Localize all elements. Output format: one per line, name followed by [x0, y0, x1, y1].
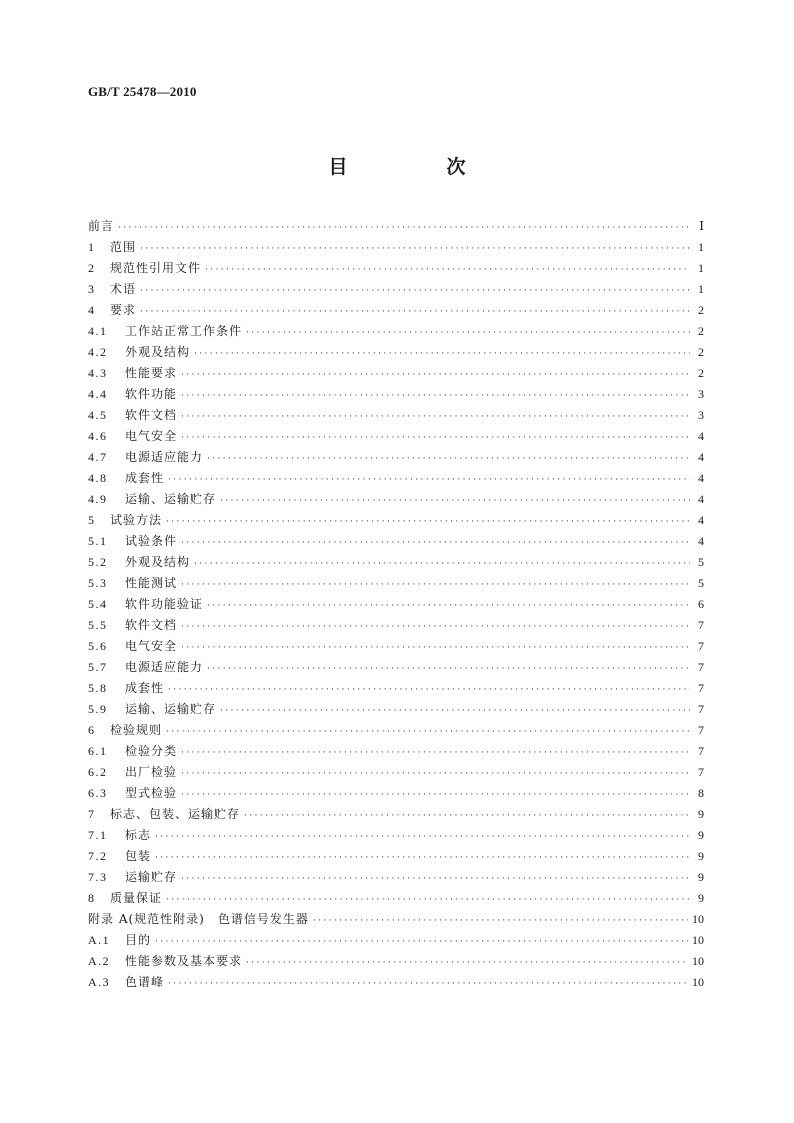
dot-leader [313, 911, 688, 932]
toc-entry-number: A.2 [88, 954, 111, 968]
toc-entry-page-number: 4 [698, 429, 704, 443]
toc-entry-title: 性能测试 [125, 576, 178, 590]
toc-entry-title: 色谱峰 [125, 975, 165, 989]
toc-entry-number: 5.8 [88, 681, 108, 695]
toc-entry[interactable] [88, 321, 704, 342]
toc-entry-number: 5.3 [88, 576, 108, 590]
toc-entry-number: 5.6 [88, 639, 108, 653]
dot-leader [181, 407, 690, 428]
dot-leader [246, 953, 688, 974]
dot-leader [220, 701, 690, 722]
toc-entry-number: 7.2 [88, 849, 108, 863]
toc-entry-page-number: 7 [698, 744, 704, 758]
toc-entry[interactable] [88, 636, 704, 657]
toc-entry-number: 4.1 [88, 324, 108, 338]
dot-leader [181, 617, 690, 638]
dot-leader [166, 722, 690, 743]
dot-leader [181, 533, 690, 554]
toc-entry-title: 出厂检验 [125, 765, 178, 779]
toc-entry-number: 6.3 [88, 786, 108, 800]
toc-entry-title: 软件功能 [125, 387, 178, 401]
toc-entry-page-number: 7 [698, 660, 704, 674]
toc-entry-title: 检验规则 [110, 723, 163, 737]
dot-leader [166, 512, 690, 533]
toc-entry-page-number: 9 [698, 807, 704, 821]
toc-entry-title: 工作站正常工作条件 [125, 324, 243, 338]
toc-entry-title: 标志 [125, 828, 152, 842]
toc-entry-page-number: 7 [698, 618, 704, 632]
toc-entry[interactable] [88, 237, 704, 258]
toc-entry-title: 规范性引用文件 [110, 261, 202, 275]
dot-leader [181, 365, 690, 386]
toc-entry[interactable] [88, 279, 704, 300]
toc-entry[interactable] [88, 384, 704, 405]
dot-leader [220, 491, 690, 512]
toc-entry[interactable] [88, 804, 704, 825]
toc-entry[interactable] [88, 216, 704, 237]
toc-entry-page-number: 10 [692, 954, 704, 968]
dot-leader [181, 764, 690, 785]
toc-entry-number: 4.9 [88, 492, 108, 506]
toc-entry-title: 运输、运输贮存 [125, 492, 217, 506]
toc-entry-title: 质量保证 [110, 891, 163, 905]
toc-entry-page-number: 9 [698, 849, 704, 863]
toc-entry-page-number: 9 [698, 828, 704, 842]
toc-entry-page-number: 5 [698, 555, 704, 569]
dot-leader [181, 785, 690, 806]
toc-entry[interactable] [88, 930, 704, 951]
toc-entry-page-number: 4 [698, 534, 704, 548]
toc-entry-number: 4.5 [88, 408, 108, 422]
dot-leader [194, 344, 690, 365]
toc-entry[interactable] [88, 741, 704, 762]
toc-entry-page-number: 7 [698, 681, 704, 695]
toc-entry-title: 试验方法 [110, 513, 163, 527]
dot-leader [155, 932, 688, 953]
toc-entry[interactable] [88, 846, 704, 867]
toc-entry[interactable] [88, 699, 704, 720]
toc-entry-title: 目的 [125, 933, 152, 947]
toc-entry-number: 4.6 [88, 429, 108, 443]
toc-entry[interactable] [88, 951, 704, 972]
toc-entry[interactable] [88, 447, 704, 468]
toc-entry[interactable] [88, 342, 704, 363]
toc-entry-title: 性能参数及基本要求 [125, 954, 243, 968]
toc-entry[interactable] [88, 657, 704, 678]
toc-entry[interactable] [88, 510, 704, 531]
toc-entry-number: 8 [88, 891, 96, 905]
toc-entry-title: 检验分类 [125, 744, 178, 758]
toc-entry[interactable] [88, 972, 704, 993]
toc-entry[interactable] [88, 762, 704, 783]
toc-entry[interactable] [88, 258, 704, 279]
toc-entry[interactable] [88, 552, 704, 573]
toc-entry-page-number: 10 [692, 933, 704, 947]
toc-entry-title: 电气安全 [125, 639, 178, 653]
toc-entry-number: 4.3 [88, 366, 108, 380]
toc-entry[interactable] [88, 300, 704, 321]
dot-leader [168, 680, 690, 701]
toc-entry[interactable] [88, 405, 704, 426]
toc-entry-page-number: 7 [698, 723, 704, 737]
dot-leader [194, 554, 690, 575]
toc-entry-title: 外观及结构 [125, 345, 191, 359]
toc-entry[interactable] [88, 468, 704, 489]
toc-entry-number: 4.8 [88, 471, 108, 485]
page-title: 目 次 [328, 156, 506, 178]
toc-entry-page-number: 4 [698, 492, 704, 506]
toc-entry-page-number: 7 [698, 639, 704, 653]
toc-entry-page-number: 1 [698, 261, 704, 275]
dot-leader [166, 890, 690, 911]
dot-leader [140, 281, 690, 302]
toc-entry-page-number: 4 [698, 471, 704, 485]
toc-entry-page-number: 9 [698, 870, 704, 884]
toc-entry-title: 运输贮存 [125, 870, 178, 884]
toc-entry[interactable] [88, 426, 704, 447]
dot-leader [118, 218, 690, 239]
toc-entry-page-number: 2 [698, 303, 704, 317]
toc-entry-title: 运输、运输贮存 [125, 702, 217, 716]
toc-entry[interactable] [88, 909, 704, 930]
toc-entry-title: 性能要求 [125, 366, 178, 380]
toc-entry-page-number: 10 [692, 975, 704, 989]
toc-entry[interactable] [88, 678, 704, 699]
toc-entry-title: 试验条件 [125, 534, 178, 548]
toc-entry-title: 标志、包装、运输贮存 [110, 807, 241, 821]
dot-leader [181, 743, 690, 764]
toc-entry-title: 软件功能验证 [125, 597, 204, 611]
toc-entry-page-number: 2 [698, 324, 704, 338]
dot-leader [168, 974, 688, 995]
dot-leader [181, 386, 690, 407]
dot-leader [140, 239, 690, 260]
toc-entry-page-number: Ⅰ [699, 219, 704, 233]
toc-entry-title: 术语 [110, 282, 137, 296]
dot-leader [155, 827, 690, 848]
dot-leader [244, 806, 690, 827]
toc-entry-title: 型式检验 [125, 786, 178, 800]
toc-entry-number: 2 [88, 261, 96, 275]
dot-leader [207, 449, 690, 470]
toc-entry-number: 4.2 [88, 345, 108, 359]
toc-entry-page-number: 1 [698, 282, 704, 296]
toc-entry-page-number: 7 [698, 702, 704, 716]
dot-leader [246, 323, 690, 344]
toc-entry-page-number: 4 [698, 450, 704, 464]
toc-entry-title: 软件文档 [125, 408, 178, 422]
toc-entry[interactable] [88, 888, 704, 909]
toc-entry-page-number: 4 [698, 513, 704, 527]
dot-leader [168, 470, 690, 491]
toc-entry-title: 电源适应能力 [125, 660, 204, 674]
toc-entry-page-number: 3 [698, 408, 704, 422]
toc-entry-number: 7 [88, 807, 96, 821]
toc-entry[interactable] [88, 720, 704, 741]
toc-entry-number: 7.1 [88, 828, 108, 842]
table-of-contents [88, 216, 704, 993]
dot-leader [140, 302, 690, 323]
toc-entry-number: A.3 [88, 975, 111, 989]
toc-entry-title: 要求 [110, 303, 137, 317]
toc-entry-title: 电气安全 [125, 429, 178, 443]
dot-leader [155, 848, 690, 869]
toc-entry-page-number: 1 [698, 240, 704, 254]
toc-entry-page-number: 3 [698, 387, 704, 401]
toc-entry-number: A.1 [88, 933, 111, 947]
toc-entry-page-number: 8 [698, 786, 704, 800]
dot-leader [207, 596, 690, 617]
toc-entry-title: 成套性 [125, 681, 165, 695]
toc-entry-title: 附录 A(规范性附录) 色谱信号发生器 [88, 912, 309, 926]
toc-entry-page-number: 10 [692, 912, 704, 926]
toc-entry[interactable] [88, 531, 704, 552]
toc-entry-number: 5.4 [88, 597, 108, 611]
dot-leader [181, 575, 690, 596]
toc-entry-number: 1 [88, 240, 96, 254]
toc-entry[interactable] [88, 363, 704, 384]
toc-entry-number: 4.4 [88, 387, 108, 401]
toc-entry[interactable] [88, 783, 704, 804]
toc-entry-page-number: 9 [698, 891, 704, 905]
toc-entry-number: 5.2 [88, 555, 108, 569]
dot-leader [205, 260, 690, 281]
toc-entry[interactable] [88, 573, 704, 594]
toc-entry-page-number: 2 [698, 366, 704, 380]
dot-leader [207, 659, 690, 680]
standard-code: GB/T 25478—2010 [88, 84, 197, 99]
toc-entry-title: 成套性 [125, 471, 165, 485]
toc-entry-number: 6 [88, 723, 96, 737]
toc-entry-number: 6.2 [88, 765, 108, 779]
toc-entry-title: 包装 [125, 849, 152, 863]
toc-entry-number: 6.1 [88, 744, 108, 758]
toc-entry[interactable] [88, 867, 704, 888]
toc-entry-page-number: 6 [698, 597, 704, 611]
dot-leader [181, 638, 690, 659]
toc-entry-number: 5.1 [88, 534, 108, 548]
toc-entry-title: 电源适应能力 [125, 450, 204, 464]
toc-entry[interactable] [88, 594, 704, 615]
toc-entry[interactable] [88, 489, 704, 510]
toc-entry-title: 范围 [110, 240, 137, 254]
dot-leader [181, 869, 690, 890]
toc-entry-number: 3 [88, 282, 96, 296]
toc-entry-title: 前言 [88, 219, 115, 233]
dot-leader [181, 428, 690, 449]
toc-entry-number: 5 [88, 513, 96, 527]
toc-entry-number: 5.5 [88, 618, 108, 632]
toc-entry-number: 4.7 [88, 450, 108, 464]
toc-entry-page-number: 2 [698, 345, 704, 359]
toc-entry-number: 4 [88, 303, 96, 317]
toc-entry-title: 软件文档 [125, 618, 178, 632]
toc-entry[interactable] [88, 825, 704, 846]
toc-entry-number: 5.7 [88, 660, 108, 674]
toc-entry-title: 外观及结构 [125, 555, 191, 569]
toc-entry-page-number: 7 [698, 765, 704, 779]
toc-entry[interactable] [88, 615, 704, 636]
toc-entry-page-number: 5 [698, 576, 704, 590]
toc-entry-number: 5.9 [88, 702, 108, 716]
toc-entry-number: 7.3 [88, 870, 108, 884]
